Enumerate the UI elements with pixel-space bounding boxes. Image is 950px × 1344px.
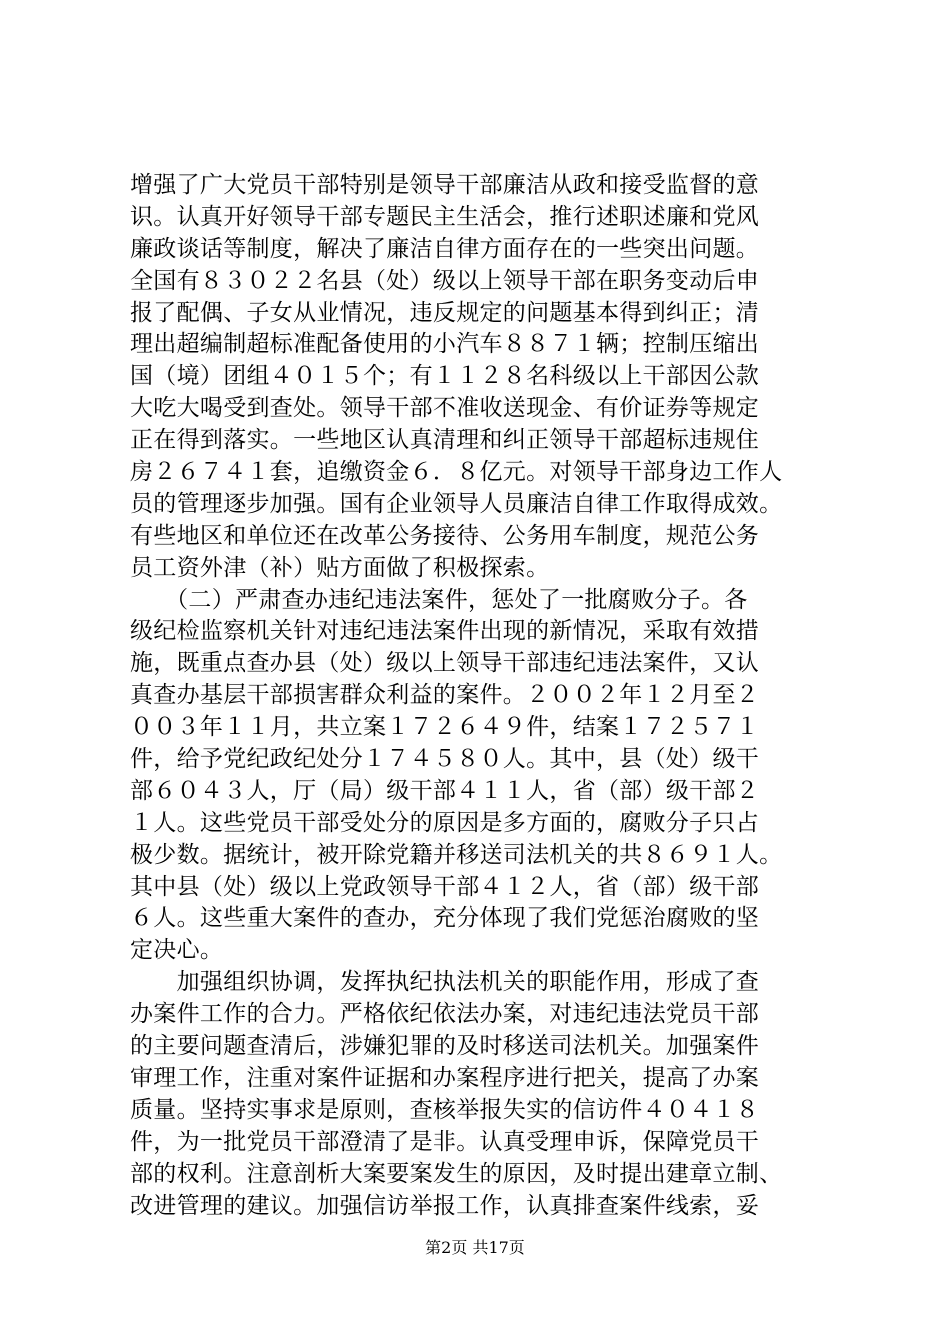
text-line: （二）严肃查办违纪违法案件，惩处了一批腐败分子。各 — [130, 586, 748, 613]
text-line: 极少数。据统计，被开除党籍并移送司法机关的共８６９１人。 — [130, 841, 783, 868]
text-line: 的主要问题查清后，涉嫌犯罪的及时移送司法机关。加强案件 — [130, 1033, 760, 1060]
text-line: 级纪检监察机关针对违纪违法案件出现的新情况，采取有效措 — [130, 618, 760, 645]
text-line: 大吃大喝受到查处。领导干部不准收送现金、有价证券等规定 — [130, 395, 760, 422]
text-line: ６人。这些重大案件的查办，充分体现了我们党惩治腐败的坚 — [130, 905, 760, 932]
text-line: １人。这些党员干部受处分的原因是多方面的，腐败分子只占 — [130, 809, 760, 836]
text-line: 员的管理逐步加强。国有企业领导人员廉洁自律工作取得成效。 — [130, 490, 783, 517]
text-line: 有些地区和单位还在改革公务接待、公务用车制度，规范公务 — [130, 522, 760, 549]
text-line: 增强了广大党员干部特别是领导干部廉洁从政和接受监督的意 — [130, 172, 760, 198]
text-line: 员工资外津（补）贴方面做了积极探索。 — [130, 554, 550, 581]
text-line: 加强组织协调，发挥执纪执法机关的职能作用，形成了查 — [130, 969, 760, 996]
text-line: 正在得到落实。一些地区认真清理和纠正领导干部超标违规住 — [130, 427, 760, 454]
document-body — [130, 170, 830, 1222]
text-line: 施，既重点查办县（处）级以上领导干部违纪违法案件，又认 — [130, 650, 760, 677]
text-line: 定决心。 — [130, 937, 224, 964]
page-number-footer: 第2页 共17页 — [425, 1238, 525, 1257]
text-line: 件，给予党纪政纪处分１７４５８０人。其中，县（处）级干 — [130, 746, 760, 773]
text-line: 部６０４３人，厅（局）级干部４１１人，省（部）级干部２ — [130, 777, 760, 804]
text-line: 全国有８３０２２名县（处）级以上领导干部在职务变动后申 — [130, 267, 760, 294]
text-line: 理出超编制超标准配备使用的小汽车８８７１辆；控制压缩出 — [130, 331, 760, 358]
text-line: 审理工作，注重对案件证据和办案程序进行把关，提高了办案 — [130, 1064, 760, 1091]
text-line: 部的权利。注意剖析大案要案发生的原因，及时提出建章立制、 — [130, 1160, 783, 1187]
text-line: 件，为一批党员干部澄清了是非。认真受理申诉，保障党员干 — [130, 1128, 760, 1155]
text-line: ００３年１１月，共立案１７２６４９件，结案１７２５７１ — [130, 714, 760, 741]
text-line: 识。认真开好领导干部专题民主生活会，推行述职述廉和党风 — [130, 203, 760, 230]
text-line: 真查办基层干部损害群众利益的案件。２００２年１２月至２ — [130, 682, 760, 709]
text-line: 办案件工作的合力。严格依纪依法办案，对违纪违法党员干部 — [130, 1001, 760, 1028]
text-line: 改进管理的建议。加强信访举报工作，认真排查案件线索，妥 — [130, 1192, 760, 1219]
text-line: 质量。坚持实事求是原则，查核举报失实的信访件４０４１８ — [130, 1096, 760, 1123]
text-line: 其中县（处）级以上党政领导干部４１２人，省（部）级干部 — [130, 873, 760, 900]
text-line: 报了配偶、子女从业情况，违反规定的问题基本得到纠正；清 — [130, 299, 760, 326]
text-line: 房２６７４１套，追缴资金６．８亿元。对领导干部身边工作人 — [130, 459, 783, 486]
text-line: 国（境）团组４０１５个；有１１２８名科级以上干部因公款 — [130, 363, 760, 390]
text-line: 廉政谈话等制度，解决了廉洁自律方面存在的一些突出问题。 — [130, 235, 760, 262]
